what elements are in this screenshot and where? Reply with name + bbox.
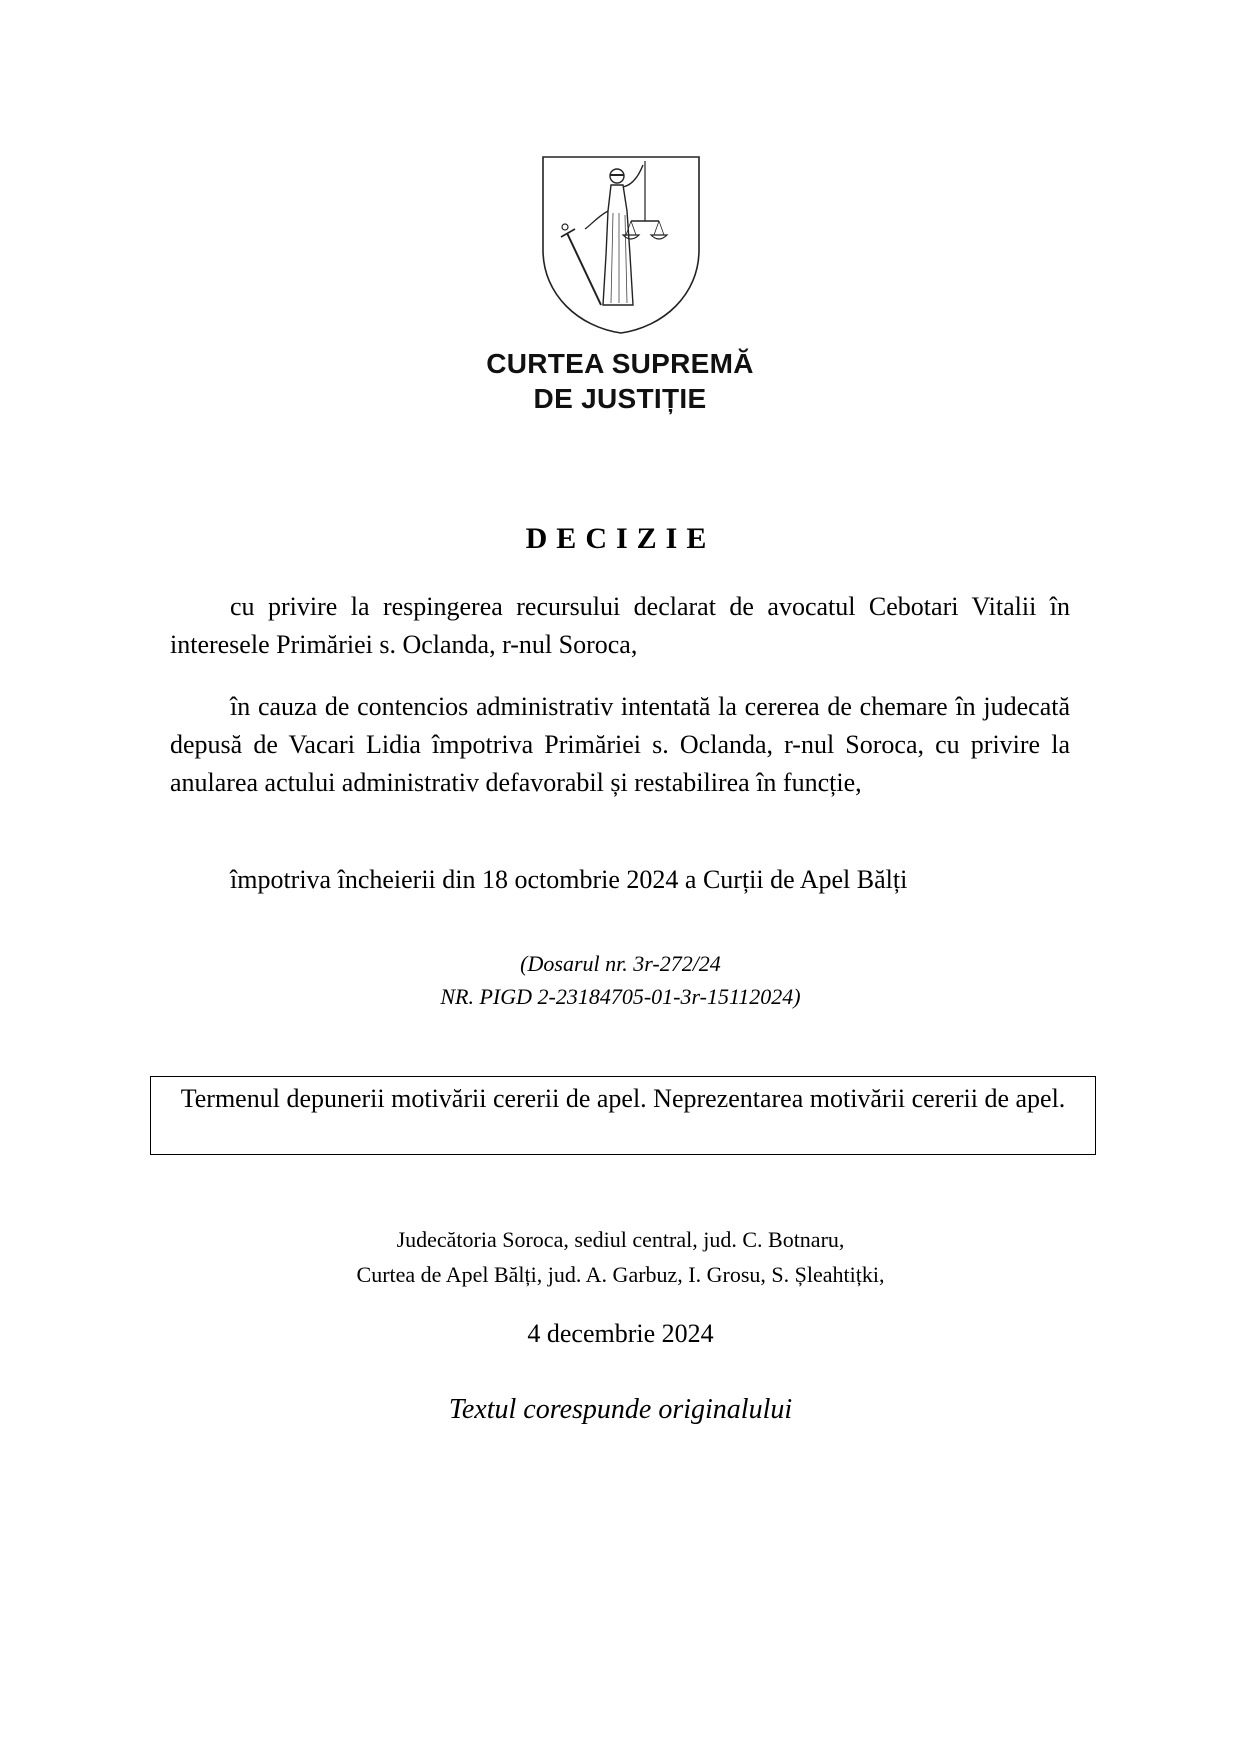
paragraph-case: în cauza de contencios administrativ intentată la cererea de chemare în judecată depusă de Vacari Lidia împotriva Primăriei s. Oclanda, r-nul Soroca, cu privire la anularea actului administrativ defavorabil și restabilirea în funcție, <box>170 692 1070 797</box>
court-emblem-icon <box>541 155 701 335</box>
court-name <box>420 346 820 416</box>
summary-box: Termenul depunerii motivării cererii de apel. Neprezentarea motivării cererii de apel. <box>150 1076 1096 1155</box>
case-number-line2: NR. PIGD 2-23184705-01-3r-15112024) <box>440 984 801 1009</box>
decision-date: 4 decembrie 2024 <box>527 1319 714 1348</box>
court-name-line2: DE JUSTIȚIE <box>533 383 707 414</box>
document-title: DECIZIE <box>525 522 716 555</box>
paragraph-subject: cu privire la respingerea recursului declarat de avocatul Cebotari Vitalii în interesele Primăriei s. Oclanda, r-nul Soroca, <box>170 592 1070 659</box>
paragraph-appeal: împotriva încheierii din 18 octombrie 2024 a Curții de Apel Bălți <box>230 865 908 894</box>
case-number <box>0 947 1241 1013</box>
case-number-line1: (Dosarul nr. 3r-272/24 <box>520 951 721 976</box>
judges-list <box>0 1222 1241 1292</box>
court-name-line1: CURTEA SUPREMĂ <box>486 348 754 379</box>
judges-line1: Judecătoria Soroca, sediul central, jud. C. Botnaru, <box>396 1227 845 1252</box>
judges-line2: Curtea de Apel Bălți, jud. A. Garbuz, I. Grosu, S. Șleahtițki, <box>356 1262 885 1287</box>
conformity-note: Textul corespunde originalului <box>448 1394 793 1425</box>
